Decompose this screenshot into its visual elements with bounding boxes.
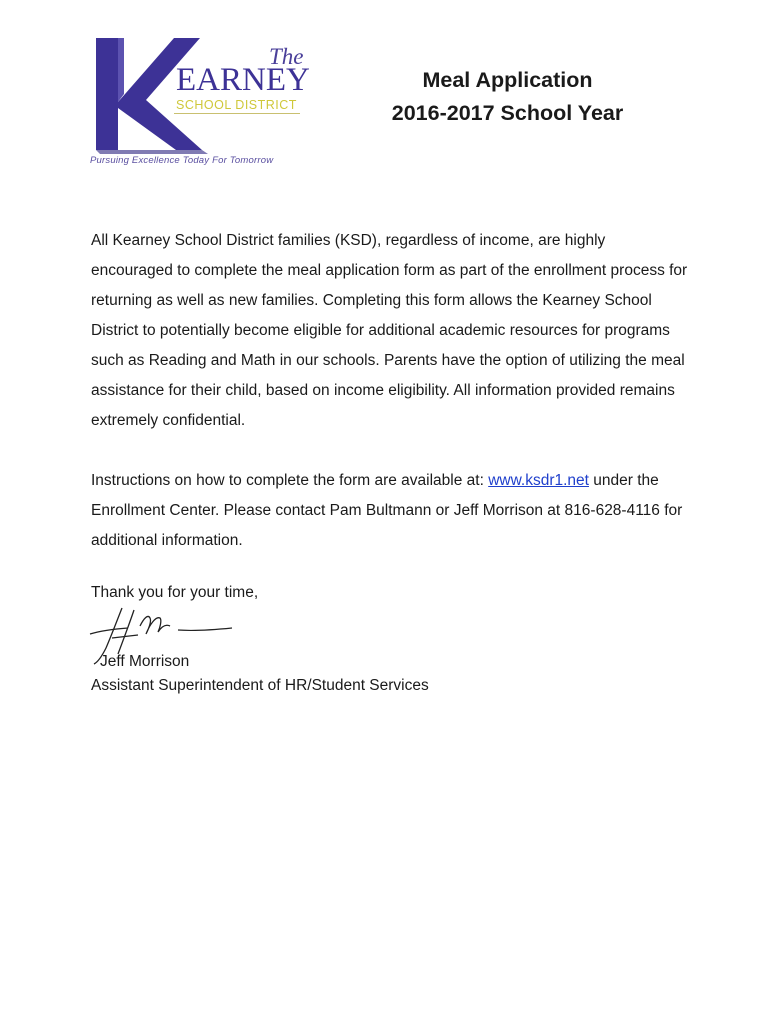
logo-name-text: EARNEY [176, 62, 310, 98]
district-website-link[interactable]: www.ksdr1.net [488, 472, 589, 489]
logo-district-text: SCHOOL DISTRICT [176, 98, 297, 112]
district-logo [88, 34, 328, 169]
instructions-text-before: Instructions on how to complete the form are available at: [91, 472, 489, 489]
instructions-text-after: under the Enrollment Center. Please contact Pam Bultmann or Jeff Morrison at 816-628-4116 for additional information. [91, 472, 683, 549]
signer-title: Assistant Superintendent of HR/Student Services [91, 677, 429, 694]
instructions-paragraph [91, 466, 691, 556]
logo-divider [174, 113, 300, 114]
signer-name: Jeff Morrison [100, 653, 190, 670]
title-line-1: Meal Application [422, 68, 593, 92]
intro-paragraph: All Kearney School District families (KSD), regardless of income, are highly encouraged to complete the meal application form as part of the enrollment process for returning as well as new families. Completing this form allows the Kearney School District to potentially become eligible for additional academic resources for programs such as Reading and Math in our schools. Parents have the option of utilizing the meal assistance for their child, based on income eligibility. All information provided remains extremely confidential. [91, 232, 688, 429]
closing-thanks: Thank you for your time, [91, 584, 259, 601]
document-title [360, 64, 655, 130]
title-line-2: 2016-2017 School Year [391, 101, 624, 125]
logo-tagline: Pursuing Excellence Today For Tomorrow [90, 155, 274, 166]
logo-the-text: The [269, 44, 304, 69]
